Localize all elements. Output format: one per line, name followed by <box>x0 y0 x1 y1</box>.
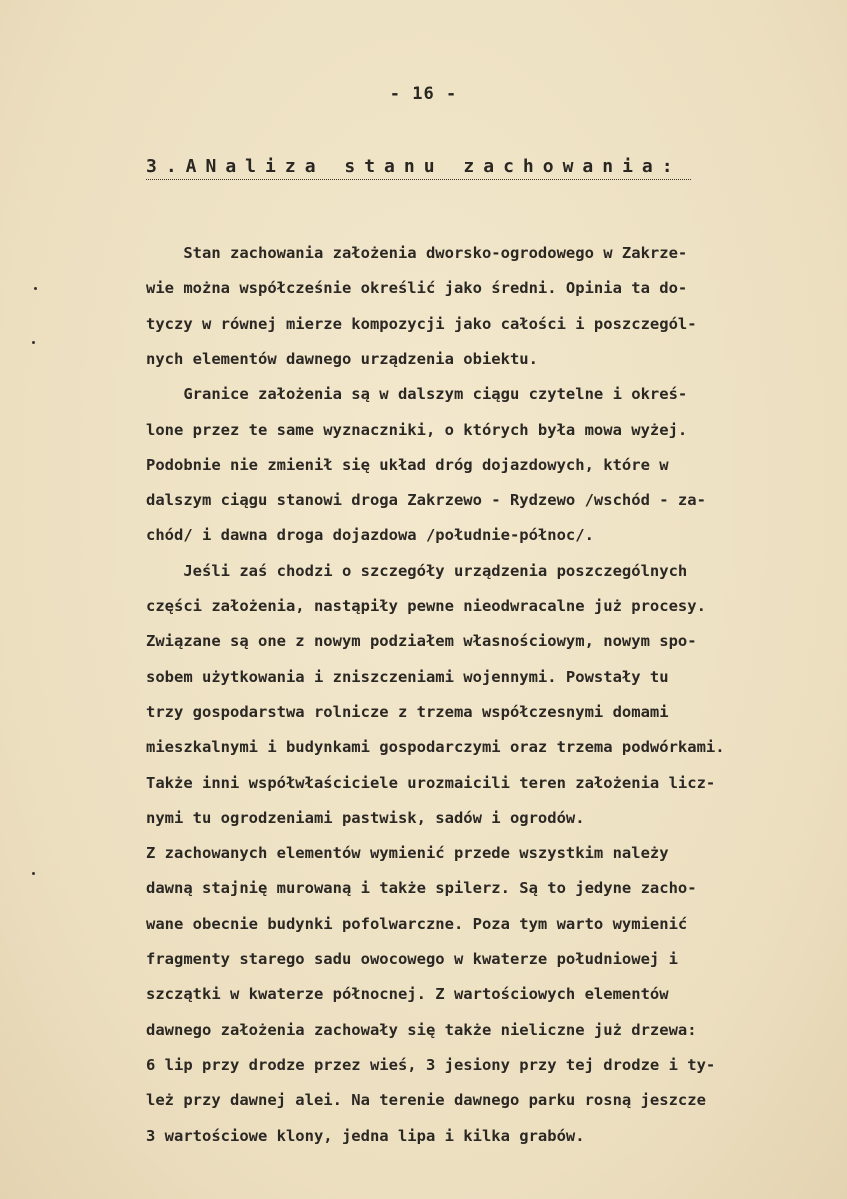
text-line: fragmenty starego sadu owocowego w kwaterze południowej i <box>146 950 678 968</box>
text-line: sobem użytkowania i zniszczeniami wojennymi. Powstały tu <box>146 668 669 686</box>
margin-mark <box>34 287 37 290</box>
text-line: Także inni współwłaściciele urozmaicili teren założenia licz- <box>146 774 716 792</box>
text-line: 3 wartościowe klony, jedna lipa i kilka grabów. <box>146 1127 585 1145</box>
text-line: szczątki w kwaterze północnej. Z wartościowych elementów <box>146 985 669 1003</box>
section-heading: 3.ANaliza stanu zachowania: <box>146 156 682 177</box>
text-line: 6 lip przy drodze przez wieś, 3 jesiony przy tej drodze i ty- <box>146 1056 716 1074</box>
text-line: Podobnie nie zmienił się układ dróg dojazdowych, które w <box>146 456 669 474</box>
text-line: Jeśli zaś chodzi o szczegóły urządzenia poszczególnych <box>146 562 688 580</box>
text-line: trzy gospodarstwa rolnicze z trzema współczesnymi domami <box>146 703 669 721</box>
text-line: Z zachowanych elementów wymienić przede wszystkim należy <box>146 844 669 862</box>
text-line: lone przez te same wyznaczniki, o których była mowa wyżej. <box>146 421 688 439</box>
heading-underline <box>146 179 691 180</box>
text-line: leż przy dawnej alei. Na terenie dawnego parku rosną jeszcze <box>146 1091 706 1109</box>
text-line: wie można współcześnie określić jako średni. Opinia ta do- <box>146 279 688 297</box>
text-line: wane obecnie budynki pofolwarczne. Poza tym warto wymienić <box>146 915 688 933</box>
text-line: Związane są one z nowym podziałem własnościowym, nowym spo- <box>146 632 697 650</box>
text-line: dawnego założenia zachowały się także nieliczne już drzewa: <box>146 1021 697 1039</box>
text-line: mieszkalnymi i budynkami gospodarczymi oraz trzema podwórkami. <box>146 738 725 756</box>
text-line: Granice założenia są w dalszym ciągu czytelne i okreś- <box>146 385 688 403</box>
text-line: nych elementów dawnego urządzenia obiektu. <box>146 350 538 368</box>
page-number: - 16 - <box>389 84 458 104</box>
text-line: tyczy w równej mierze kompozycji jako całości i poszczegól- <box>146 315 697 333</box>
text-line: części założenia, nastąpiły pewne nieodwracalne już procesy. <box>146 597 706 615</box>
text-line: dawną stajnię murowaną i także spilerz. Są to jedyne zacho- <box>146 879 697 897</box>
text-line: dalszym ciągu stanowi droga Zakrzewo - Rydzewo /wschód - za- <box>146 491 706 509</box>
text-line: chód/ i dawna droga dojazdowa /południe-północ/. <box>146 526 594 544</box>
text-line: nymi tu ogrodzeniami pastwisk, sadów i ogrodów. <box>146 809 585 827</box>
margin-mark <box>32 872 35 875</box>
text-line: Stan zachowania założenia dworsko-ogrodowego w Zakrze- <box>146 244 688 262</box>
margin-mark <box>32 341 35 344</box>
